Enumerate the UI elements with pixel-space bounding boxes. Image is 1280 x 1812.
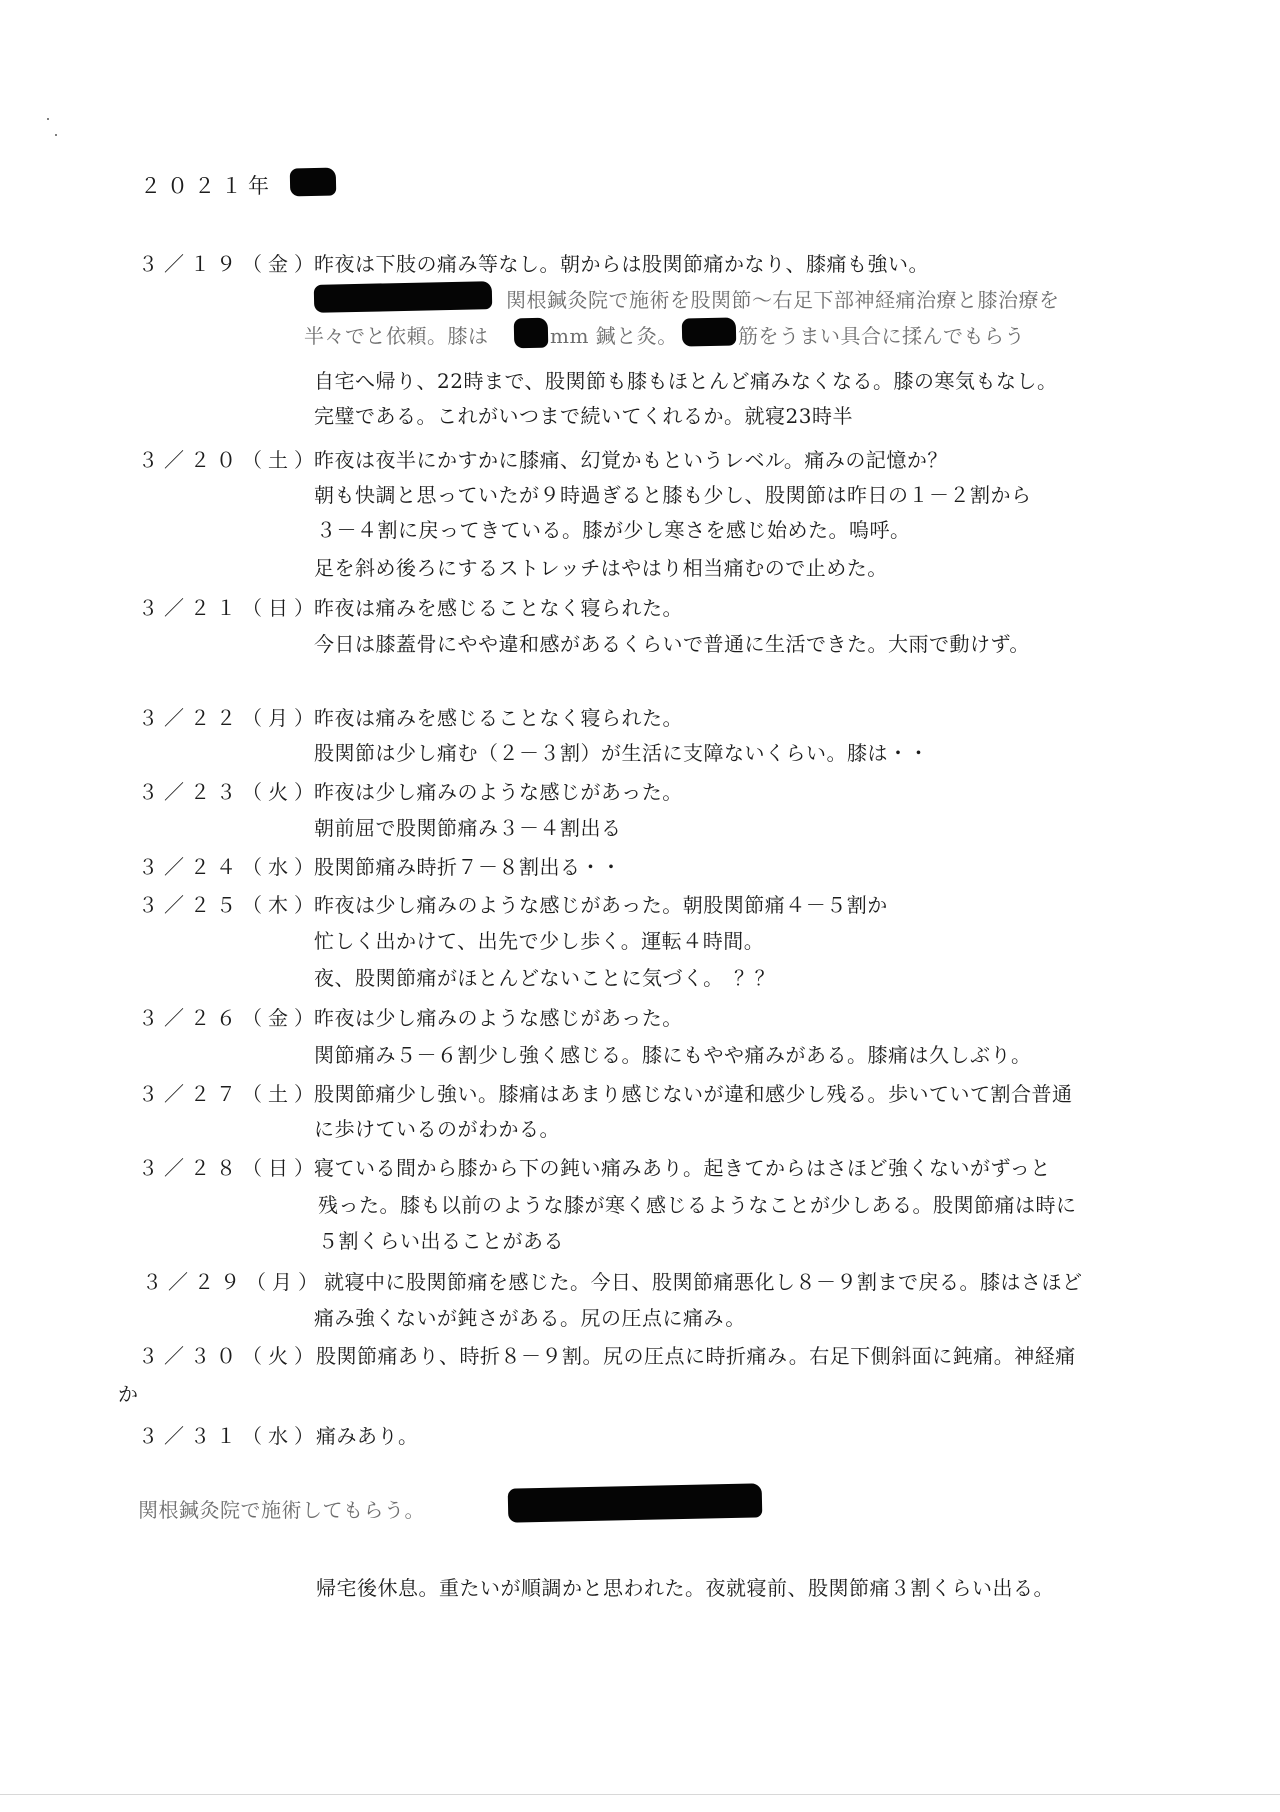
- redaction-mark: [514, 318, 549, 349]
- entry-date: ３／２３（火）: [138, 780, 320, 804]
- entry-line: 寝ている間から膝から下の鈍い痛みあり。起きてからはさほど強くないがずっと: [314, 1156, 1051, 1180]
- entry-line: 半々でと依頼。膝は: [304, 324, 489, 348]
- entry-date: ３／１９（金）: [138, 252, 320, 276]
- redaction-mark: [290, 168, 337, 197]
- clinic-note: 関根鍼灸院で施術してもらう。: [138, 1498, 425, 1522]
- entry-date: ３／３０（火）: [138, 1344, 320, 1368]
- entry-date: ３／２０（土）: [138, 448, 320, 472]
- redaction-mark: [314, 281, 493, 313]
- entry-date: ３／２８（日）: [138, 1156, 320, 1180]
- entry-line: に歩けているのがわかる。: [314, 1117, 560, 1141]
- entry-line: か: [118, 1382, 139, 1406]
- entry-line: 昨夜は少し痛みのような感じがあった。朝股関節痛４－５割か: [314, 893, 888, 917]
- document-year-header: ２０２１年: [140, 174, 275, 198]
- entry-line: 股関節痛少し強い。膝痛はあまり感じないが違和感少し残る。歩いていて割合普通: [314, 1082, 1073, 1106]
- entry-date: ３／２６（金）: [138, 1006, 320, 1030]
- entry-line: 朝前屈で股関節痛み３－４割出る: [314, 816, 622, 840]
- entry-line: ３－４割に戻ってきている。膝が少し寒さを感じ始めた。嗚呼。: [316, 518, 911, 542]
- entry-line: 朝も快調と思っていたが９時過ぎると膝も少し、股関節は昨日の１－２割から: [314, 483, 1032, 507]
- entry-line: 自宅へ帰り、22時まで、股関節も膝もほとんど痛みなくなる。膝の寒気もなし。: [314, 369, 1058, 393]
- entry-line: 筋をうまい具合に揉んでもらう: [738, 324, 1025, 348]
- entry-line: 痛みあり。: [316, 1424, 419, 1448]
- entry-line: 関節痛み５－６割少し強く感じる。膝にもやや痛みがある。膝痛は久しぶり。: [314, 1043, 1032, 1067]
- redaction-mark: [508, 1483, 763, 1522]
- entry-line: 完璧である。これがいつまで続いてくれるか。就寝23時半: [314, 404, 853, 428]
- entry-date: ３／３１（水）: [138, 1424, 320, 1448]
- entry-line: 股関節は少し痛む（２－３割）が生活に支障ないくらい。膝は・・: [314, 741, 929, 765]
- entry-line: 忙しく出かけて、出先で少し歩く。運転４時間。: [314, 929, 765, 953]
- scan-edge-line: [0, 1794, 1280, 1795]
- entry-date: ３／２７（土）: [138, 1082, 320, 1106]
- entry-line: 昨夜は痛みを感じることなく寝られた。: [314, 596, 683, 620]
- entry-date: ３／２４（水）: [138, 855, 320, 879]
- entry-line: 昨夜は少し痛みのような感じがあった。: [314, 1006, 683, 1030]
- entry-line: ５割くらい出ることがある: [318, 1229, 564, 1253]
- entry-line: 関根鍼灸院で施術を股関節～右足下部神経痛治療と膝治療を: [506, 288, 1060, 312]
- entry-line: 足を斜め後ろにするストレッチはやはり相当痛むので止めた。: [314, 556, 888, 580]
- entry-date: ３／２９（月）: [142, 1270, 324, 1294]
- entry-line: 就寝中に股関節痛を感じた。今日、股関節痛悪化し８－９割まで戻る。膝はさほど: [324, 1270, 1083, 1294]
- scan-speck: [55, 134, 57, 136]
- entry-line: mm 鍼と灸。: [550, 324, 678, 348]
- entry-date: ３／２２（月）: [138, 706, 320, 730]
- entry-line: 残った。膝も以前のような膝が寒く感じるようなことが少しある。股関節痛は時に: [318, 1193, 1077, 1217]
- entry-line: 痛み強くないが鈍さがある。尻の圧点に痛み。: [314, 1306, 746, 1330]
- entry-line: 夜、股関節痛がほとんどないことに気づく。 ？？: [314, 966, 776, 990]
- entry-line: 昨夜は下肢の痛み等なし。朝からは股関節痛かなり、膝痛も強い。: [314, 252, 929, 276]
- redaction-mark: [682, 317, 737, 346]
- entry-line: 股関節痛み時折７－８割出る・・: [314, 855, 622, 879]
- after-note: 帰宅後休息。重たいが順調かと思われた。夜就寝前、股関節痛３割くらい出る。: [316, 1576, 1054, 1600]
- entry-line: 昨夜は少し痛みのような感じがあった。: [314, 780, 683, 804]
- entry-line: 昨夜は夜半にかすかに膝痛、幻覚かもというレベル。痛みの記憶か？: [314, 448, 948, 472]
- entry-line: 今日は膝蓋骨にやや違和感があるくらいで普通に生活できた。大雨で動けず。: [314, 632, 1030, 656]
- entry-date: ３／２１（日）: [138, 596, 320, 620]
- entry-line: 股関節痛あり、時折８－９割。尻の圧点に時折痛み。右足下側斜面に鈍痛。神経痛: [316, 1344, 1076, 1368]
- scan-speck: [47, 118, 49, 120]
- entry-date: ３／２５（木）: [138, 893, 320, 917]
- entry-line: 昨夜は痛みを感じることなく寝られた。: [314, 706, 683, 730]
